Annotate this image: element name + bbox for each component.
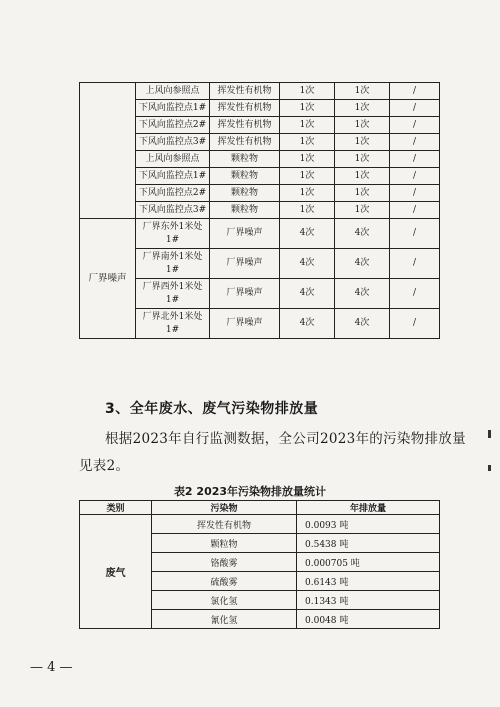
monitor-point: 下风向监控点2# [136,185,210,202]
note-cell: / [390,83,440,100]
emission-table [79,500,440,629]
point-line1: 厂界东外1米处 [142,221,203,232]
monitoring-table [79,82,440,339]
point-line2: 1# [165,264,180,275]
pollutant-cell: 颗粒物 [210,151,280,168]
count-cell: 1次 [335,134,390,151]
frequency-cell: 4次 [280,279,335,309]
table-row [80,515,440,534]
note-cell: / [390,100,440,117]
pollutant-cell: 厂界噪声 [210,279,280,309]
monitor-point [136,279,210,309]
table-caption: 表2 2023年污染物排放量统计 [173,485,327,498]
monitor-point [136,219,210,249]
count-cell: 1次 [335,202,390,219]
note-cell: / [390,185,440,202]
pollutant-cell: 挥发性有机物 [210,100,280,117]
count-cell: 4次 [335,249,390,279]
note-cell: / [390,219,440,249]
table-header-row [80,501,440,515]
note-cell: / [390,309,440,339]
page-number: — 4 — [30,660,73,675]
point-line2: 1# [165,324,180,335]
point-line2: 1# [165,294,180,305]
pollutant-cell: 铬酸雾 [152,553,297,572]
header-amount: 年排放量 [297,501,440,515]
monitor-point: 下风向监控点1# [136,100,210,117]
scan-edge-mark [488,465,491,471]
frequency-cell: 1次 [280,168,335,185]
pollutant-cell: 挥发性有机物 [210,117,280,134]
note-cell: / [390,151,440,168]
pollutant-cell: 颗粒物 [210,202,280,219]
frequency-cell: 1次 [280,151,335,168]
pollutant-cell: 厂界噪声 [210,309,280,339]
note-cell: / [390,117,440,134]
amount-cell: 0.5438 吨 [297,534,440,553]
scan-edge-mark [488,430,491,438]
paragraph-line: 根据2023年自行监测数据，全公司2023年的污染物排放量 [105,431,466,447]
pollutant-cell: 挥发性有机物 [152,515,297,534]
note-cell: / [390,168,440,185]
frequency-cell: 1次 [280,100,335,117]
pollutant-cell: 颗粒物 [152,534,297,553]
count-cell: 4次 [335,279,390,309]
monitor-point: 下风向监控点1# [136,168,210,185]
category-cell: 废气 [80,515,152,629]
point-line1: 厂界西外1米处 [142,281,203,292]
count-cell: 1次 [335,83,390,100]
monitor-point: 上风向参照点 [136,83,210,100]
pollutant-cell: 厂界噪声 [210,249,280,279]
count-cell: 1次 [335,168,390,185]
frequency-cell: 1次 [280,202,335,219]
count-cell: 1次 [335,100,390,117]
note-cell: / [390,249,440,279]
note-cell: / [390,202,440,219]
table-row [80,83,440,100]
monitor-point: 下风向监控点3# [136,202,210,219]
section-title: 3、全年废水、废气污染物排放量 [105,401,319,417]
noise-category-cell: 厂界噪声 [80,219,136,339]
amount-cell: 0.6143 吨 [297,572,440,591]
pollutant-cell: 硫酸雾 [152,572,297,591]
amount-cell: 0.000705 吨 [297,553,440,572]
monitor-point [136,309,210,339]
frequency-cell: 1次 [280,185,335,202]
note-cell: / [390,279,440,309]
pollutant-cell: 氰化氢 [152,610,297,629]
pollutant-cell: 厂界噪声 [210,219,280,249]
count-cell: 1次 [335,151,390,168]
monitor-point: 下风向监控点2# [136,117,210,134]
pollutant-cell: 颗粒物 [210,185,280,202]
pollutant-cell: 挥发性有机物 [210,83,280,100]
count-cell: 4次 [335,219,390,249]
point-line1: 厂界南外1米处 [142,251,203,262]
monitor-point [136,249,210,279]
frequency-cell: 1次 [280,134,335,151]
category-cell [80,83,136,219]
paragraph-line: 见表2。 [79,458,130,474]
monitor-point: 上风向参照点 [136,151,210,168]
pollutant-cell: 颗粒物 [210,168,280,185]
frequency-cell: 4次 [280,309,335,339]
point-line1: 厂界北外1米处 [142,311,203,322]
frequency-cell: 4次 [280,249,335,279]
amount-cell: 0.1343 吨 [297,591,440,610]
pollutant-cell: 挥发性有机物 [210,134,280,151]
count-cell: 4次 [335,309,390,339]
table-row [80,219,440,249]
monitor-point: 下风向监控点3# [136,134,210,151]
point-line2: 1# [165,234,180,245]
count-cell: 1次 [335,185,390,202]
note-cell: / [390,134,440,151]
frequency-cell: 4次 [280,219,335,249]
pollutant-cell: 氯化氢 [152,591,297,610]
amount-cell: 0.0093 吨 [297,515,440,534]
frequency-cell: 1次 [280,117,335,134]
header-category: 类别 [80,501,152,515]
header-pollutant: 污染物 [152,501,297,515]
frequency-cell: 1次 [280,83,335,100]
amount-cell: 0.0048 吨 [297,610,440,629]
count-cell: 1次 [335,117,390,134]
